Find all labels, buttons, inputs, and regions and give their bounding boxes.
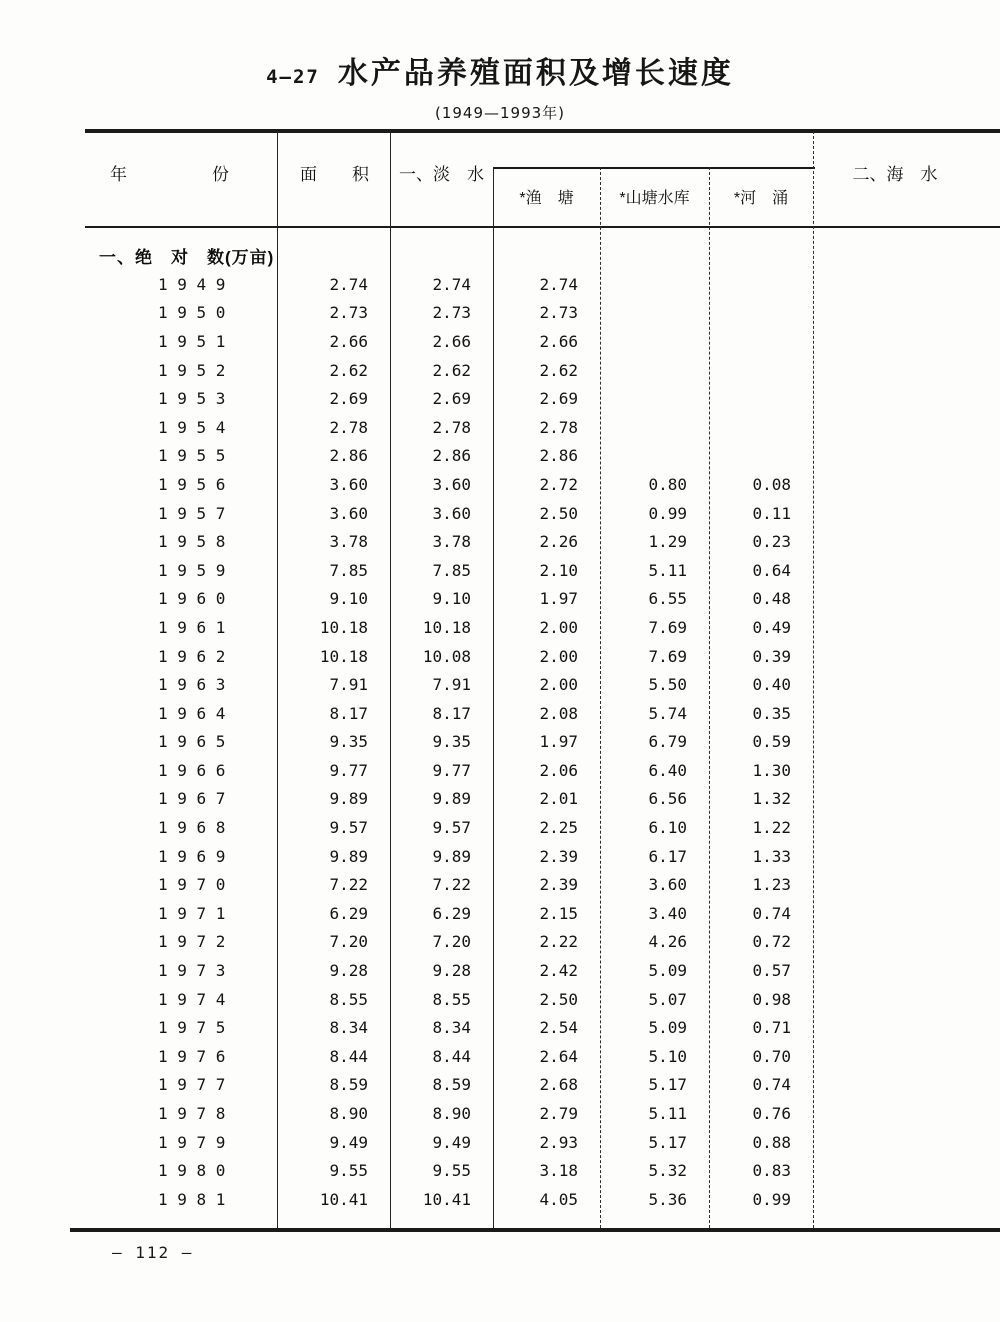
year-cell: 1 9 6 9 — [158, 846, 226, 866]
river-cell: 0.11 — [752, 503, 791, 523]
fishpond-cell: 2.73 — [539, 303, 578, 323]
reservoir-cell: 6.40 — [648, 760, 687, 780]
area-cell: 7.91 — [329, 675, 368, 695]
header-year — [85, 162, 277, 188]
table-row — [85, 956, 1000, 985]
header-year-char2: 份 — [212, 165, 229, 184]
freshwater-cell: 3.78 — [432, 532, 471, 552]
reservoir-cell: 1.29 — [648, 532, 687, 552]
reservoir-cell: 5.36 — [648, 1189, 687, 1209]
reservoir-cell: 5.32 — [648, 1161, 687, 1181]
area-cell: 8.44 — [329, 1046, 368, 1066]
area-cell: 2.69 — [329, 389, 368, 409]
table-row — [85, 670, 1000, 699]
year-cell: 1 9 6 6 — [158, 760, 226, 780]
river-cell: 0.59 — [752, 732, 791, 752]
table-row — [85, 870, 1000, 899]
year-cell: 1 9 5 4 — [158, 417, 226, 437]
reservoir-cell: 3.60 — [648, 875, 687, 895]
table-row — [85, 699, 1000, 728]
fishpond-cell: 2.79 — [539, 1104, 578, 1124]
reservoir-cell: 3.40 — [648, 903, 687, 923]
reservoir-cell: 4.26 — [648, 932, 687, 952]
year-cell: 1 9 8 1 — [158, 1189, 226, 1209]
fishpond-cell: 1.97 — [539, 589, 578, 609]
table-row — [85, 756, 1000, 785]
table-row — [85, 413, 1000, 442]
fishpond-cell: 2.15 — [539, 903, 578, 923]
area-cell: 2.86 — [329, 446, 368, 466]
fishpond-cell: 2.64 — [539, 1046, 578, 1066]
area-cell: 9.28 — [329, 961, 368, 981]
page-title: 水产品养殖面积及增长速度 — [337, 57, 734, 90]
fishpond-cell: 2.06 — [539, 760, 578, 780]
header-area-char2: 积 — [352, 165, 369, 184]
area-cell: 2.74 — [329, 274, 368, 294]
river-cell: 1.23 — [752, 875, 791, 895]
area-cell: 7.20 — [329, 932, 368, 952]
year-cell: 1 9 7 4 — [158, 989, 226, 1009]
freshwater-cell: 2.78 — [432, 417, 471, 437]
river-cell: 0.74 — [752, 1075, 791, 1095]
reservoir-cell: 5.17 — [648, 1075, 687, 1095]
fishpond-cell: 2.42 — [539, 961, 578, 981]
river-cell: 0.08 — [752, 474, 791, 494]
river-cell: 0.57 — [752, 961, 791, 981]
freshwater-cell: 7.20 — [432, 932, 471, 952]
table-row — [85, 327, 1000, 356]
year-cell: 1 9 7 7 — [158, 1075, 226, 1095]
page-number: — 112 — — [112, 1243, 194, 1262]
freshwater-cell: 10.08 — [422, 646, 471, 666]
table-row — [85, 270, 1000, 299]
table-row — [85, 1156, 1000, 1185]
reservoir-cell: 5.07 — [648, 989, 687, 1009]
year-cell: 1 9 6 0 — [158, 589, 226, 609]
freshwater-cell: 9.89 — [432, 846, 471, 866]
table-number: 4—27 — [266, 66, 320, 88]
freshwater-cell: 9.35 — [432, 732, 471, 752]
river-cell: 1.30 — [752, 760, 791, 780]
river-cell: 0.99 — [752, 1189, 791, 1209]
freshwater-cell: 7.22 — [432, 875, 471, 895]
table-row — [85, 813, 1000, 842]
freshwater-cell: 9.28 — [432, 961, 471, 981]
reservoir-cell: 0.99 — [648, 503, 687, 523]
subheader-river: *河 涌 — [733, 190, 789, 207]
header-seawater: 二、海 水 — [852, 165, 938, 184]
area-cell: 9.57 — [329, 818, 368, 838]
river-cell: 1.22 — [752, 818, 791, 838]
fishpond-cell: 4.05 — [539, 1189, 578, 1209]
area-cell: 2.73 — [329, 303, 368, 323]
freshwater-cell: 2.66 — [432, 331, 471, 351]
freshwater-cell: 9.10 — [432, 589, 471, 609]
area-cell: 7.85 — [329, 560, 368, 580]
reservoir-cell: 5.74 — [648, 703, 687, 723]
table-title-row — [0, 48, 1000, 92]
area-cell: 3.60 — [329, 474, 368, 494]
area-cell: 2.78 — [329, 417, 368, 437]
year-cell: 1 9 5 3 — [158, 389, 226, 409]
year-cell: 1 9 7 3 — [158, 961, 226, 981]
reservoir-cell: 5.09 — [648, 1018, 687, 1038]
year-cell: 1 9 6 3 — [158, 675, 226, 695]
area-cell: 9.89 — [329, 789, 368, 809]
table-row — [85, 470, 1000, 499]
area-cell: 8.59 — [329, 1075, 368, 1095]
fishpond-cell: 2.69 — [539, 389, 578, 409]
section-header-absolute-numbers: 一、绝 对 数(万亩) — [99, 248, 275, 267]
river-cell: 0.71 — [752, 1018, 791, 1038]
river-cell: 0.40 — [752, 675, 791, 695]
area-cell: 7.22 — [329, 875, 368, 895]
fishpond-cell: 2.72 — [539, 474, 578, 494]
area-cell: 9.10 — [329, 589, 368, 609]
freshwater-cell: 10.41 — [422, 1189, 471, 1209]
year-cell: 1 9 7 5 — [158, 1018, 226, 1038]
area-cell: 6.29 — [329, 903, 368, 923]
year-cell: 1 9 5 9 — [158, 560, 226, 580]
fishpond-cell: 2.25 — [539, 818, 578, 838]
freshwater-cell: 2.74 — [432, 274, 471, 294]
table-row — [85, 728, 1000, 757]
area-cell: 9.55 — [329, 1161, 368, 1181]
river-cell: 0.49 — [752, 617, 791, 637]
reservoir-cell: 6.56 — [648, 789, 687, 809]
table-row — [85, 499, 1000, 528]
reservoir-cell: 5.50 — [648, 675, 687, 695]
year-cell: 1 9 6 8 — [158, 818, 226, 838]
year-cell: 1 9 7 1 — [158, 903, 226, 923]
area-cell: 2.62 — [329, 360, 368, 380]
table-row — [85, 556, 1000, 585]
fishpond-cell: 2.66 — [539, 331, 578, 351]
fishpond-cell: 2.00 — [539, 617, 578, 637]
year-cell: 1 9 6 1 — [158, 617, 226, 637]
year-cell: 1 9 5 0 — [158, 303, 226, 323]
area-cell: 3.78 — [329, 532, 368, 552]
year-cell: 1 9 7 9 — [158, 1132, 226, 1152]
fishpond-cell: 2.39 — [539, 875, 578, 895]
table-row — [85, 527, 1000, 556]
reservoir-cell: 7.69 — [648, 646, 687, 666]
area-cell: 8.90 — [329, 1104, 368, 1124]
river-cell: 0.64 — [752, 560, 791, 580]
freshwater-cell: 7.91 — [432, 675, 471, 695]
year-cell: 1 9 6 4 — [158, 703, 226, 723]
table-row — [85, 1185, 1000, 1214]
area-cell: 3.60 — [329, 503, 368, 523]
freshwater-cell: 8.44 — [432, 1046, 471, 1066]
year-cell: 1 9 4 9 — [158, 274, 226, 294]
table-row — [85, 356, 1000, 385]
reservoir-cell: 5.11 — [648, 560, 687, 580]
table-row — [85, 1099, 1000, 1128]
table-row — [85, 585, 1000, 614]
year-cell: 1 9 5 6 — [158, 474, 226, 494]
river-cell: 0.74 — [752, 903, 791, 923]
area-cell: 10.18 — [319, 617, 368, 637]
table-row — [85, 985, 1000, 1014]
area-cell: 9.89 — [329, 846, 368, 866]
area-cell: 8.34 — [329, 1018, 368, 1038]
fishpond-cell: 2.74 — [539, 274, 578, 294]
reservoir-cell: 0.80 — [648, 474, 687, 494]
river-cell: 0.70 — [752, 1046, 791, 1066]
table-row — [85, 642, 1000, 671]
fishpond-cell: 2.00 — [539, 646, 578, 666]
year-cell: 1 9 8 0 — [158, 1161, 226, 1181]
freshwater-cell: 9.49 — [432, 1132, 471, 1152]
freshwater-cell: 3.60 — [432, 474, 471, 494]
fishpond-cell: 1.97 — [539, 732, 578, 752]
subheader-top-rule — [494, 167, 815, 169]
table-row — [85, 613, 1000, 642]
year-cell: 1 9 5 7 — [158, 503, 226, 523]
header-year-char1: 年 — [110, 165, 127, 184]
table-row — [85, 899, 1000, 928]
table-top-border — [85, 129, 1000, 133]
year-cell: 1 9 6 2 — [158, 646, 226, 666]
river-cell: 0.88 — [752, 1132, 791, 1152]
fishpond-cell: 2.08 — [539, 703, 578, 723]
table-row — [85, 928, 1000, 957]
year-cell: 1 9 6 7 — [158, 789, 226, 809]
reservoir-cell: 5.10 — [648, 1046, 687, 1066]
subheader-reservoir: *山塘水库 — [619, 190, 690, 207]
header-freshwater: 一、淡 水 — [399, 165, 484, 184]
year-cell: 1 9 7 2 — [158, 932, 226, 952]
fishpond-cell: 2.00 — [539, 675, 578, 695]
header-bottom-rule — [85, 226, 1000, 228]
table-bottom-border — [70, 1228, 1000, 1232]
year-cell: 1 9 7 6 — [158, 1046, 226, 1066]
river-cell: 0.23 — [752, 532, 791, 552]
fishpond-cell: 2.39 — [539, 846, 578, 866]
table-row — [85, 785, 1000, 814]
freshwater-cell: 2.73 — [432, 303, 471, 323]
reservoir-cell: 7.69 — [648, 617, 687, 637]
fishpond-cell: 2.62 — [539, 360, 578, 380]
header-area-char1: 面 — [300, 165, 317, 184]
year-cell: 1 9 7 8 — [158, 1104, 226, 1124]
fishpond-cell: 2.86 — [539, 446, 578, 466]
table-row — [85, 1128, 1000, 1157]
freshwater-cell: 6.29 — [432, 903, 471, 923]
freshwater-cell: 8.59 — [432, 1075, 471, 1095]
year-cell: 1 9 5 1 — [158, 331, 226, 351]
reservoir-cell: 6.79 — [648, 732, 687, 752]
river-cell: 0.39 — [752, 646, 791, 666]
river-cell: 0.83 — [752, 1161, 791, 1181]
freshwater-cell: 2.69 — [432, 389, 471, 409]
fishpond-cell: 2.22 — [539, 932, 578, 952]
table-row — [85, 384, 1000, 413]
fishpond-cell: 2.01 — [539, 789, 578, 809]
freshwater-cell: 8.55 — [432, 989, 471, 1009]
freshwater-cell: 9.55 — [432, 1161, 471, 1181]
year-cell: 1 9 5 5 — [158, 446, 226, 466]
table-row — [85, 1071, 1000, 1100]
freshwater-cell: 2.86 — [432, 446, 471, 466]
fishpond-cell: 2.50 — [539, 989, 578, 1009]
area-cell: 9.77 — [329, 760, 368, 780]
river-cell: 1.32 — [752, 789, 791, 809]
fishpond-cell: 2.93 — [539, 1132, 578, 1152]
fishpond-cell: 2.50 — [539, 503, 578, 523]
river-cell: 0.76 — [752, 1104, 791, 1124]
river-cell: 0.98 — [752, 989, 791, 1009]
freshwater-cell: 8.17 — [432, 703, 471, 723]
fishpond-cell: 2.10 — [539, 560, 578, 580]
river-cell: 0.48 — [752, 589, 791, 609]
subheader-fishpond: *渔 塘 — [519, 190, 574, 207]
title-year-range: (1949—1993年) — [434, 104, 566, 122]
freshwater-cell: 3.60 — [432, 503, 471, 523]
freshwater-cell: 9.89 — [432, 789, 471, 809]
table-row — [85, 842, 1000, 871]
area-cell: 8.17 — [329, 703, 368, 723]
freshwater-cell: 8.34 — [432, 1018, 471, 1038]
freshwater-cell: 7.85 — [432, 560, 471, 580]
area-cell: 9.49 — [329, 1132, 368, 1152]
reservoir-cell: 5.09 — [648, 961, 687, 981]
year-cell: 1 9 5 8 — [158, 532, 226, 552]
river-cell: 1.33 — [752, 846, 791, 866]
area-cell: 10.41 — [319, 1189, 368, 1209]
area-cell: 2.66 — [329, 331, 368, 351]
freshwater-cell: 9.57 — [432, 818, 471, 838]
fishpond-cell: 2.26 — [539, 532, 578, 552]
reservoir-cell: 6.17 — [648, 846, 687, 866]
table-body — [85, 270, 1000, 1214]
area-cell: 8.55 — [329, 989, 368, 1009]
freshwater-cell: 10.18 — [422, 617, 471, 637]
fishpond-cell: 3.18 — [539, 1161, 578, 1181]
freshwater-cell: 9.77 — [432, 760, 471, 780]
year-cell: 1 9 6 5 — [158, 732, 226, 752]
freshwater-cell: 8.90 — [432, 1104, 471, 1124]
year-cell: 1 9 5 2 — [158, 360, 226, 380]
freshwater-cell: 2.62 — [432, 360, 471, 380]
fishpond-cell: 2.68 — [539, 1075, 578, 1095]
area-cell: 10.18 — [319, 646, 368, 666]
fishpond-cell: 2.54 — [539, 1018, 578, 1038]
area-cell: 9.35 — [329, 732, 368, 752]
table-row — [85, 1013, 1000, 1042]
reservoir-cell: 6.10 — [648, 818, 687, 838]
fishpond-cell: 2.78 — [539, 417, 578, 437]
reservoir-cell: 5.11 — [648, 1104, 687, 1124]
year-cell: 1 9 7 0 — [158, 875, 226, 895]
reservoir-cell: 5.17 — [648, 1132, 687, 1152]
header-area — [277, 162, 390, 188]
table-row — [85, 1042, 1000, 1071]
river-cell: 0.35 — [752, 703, 791, 723]
table-row — [85, 299, 1000, 328]
river-cell: 0.72 — [752, 932, 791, 952]
table-row — [85, 442, 1000, 471]
reservoir-cell: 6.55 — [648, 589, 687, 609]
